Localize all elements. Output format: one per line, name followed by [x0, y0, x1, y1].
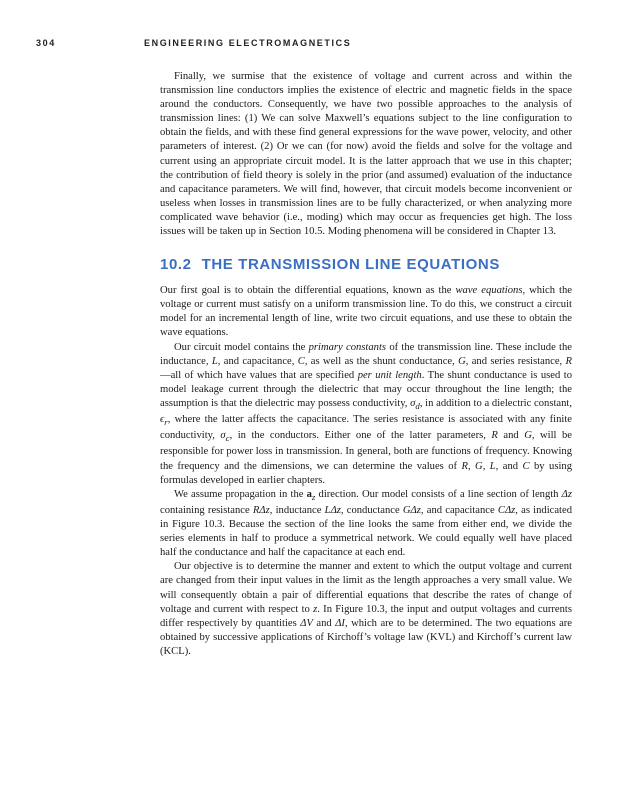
paragraph-wave-equations: Our first goal is to obtain the differential equations, known as the wave equations, which the voltage or current must satisfy on a uniform transmission line. To do this, we construct a circuit model for an incremental length of line, write two circuit equations, and use these to obtain the wave equations. [160, 285, 572, 339]
paragraph-objective: Our objective is to determine the manner and extent to which the output voltage and current are changed from their input values in the limit as the length approaches a very small value. We will consequently obtain a pair of differential equations that describe the rates of change of voltage and current with respect to z. In Figure 10.3, the input and output voltages and currents differ respectively by quantities ΔV and ΔI, which are to be determined. The two equations are obtained by successive applications of Kirchoff’s voltage law (KVL) and Kirchoff’s current law (KCL). [160, 561, 572, 657]
term-wave-equations: wave equations, [455, 285, 526, 297]
running-head [36, 38, 596, 48]
intro-paragraph: Finally, we surmise that the existence of voltage and current across and within the transmission line conductors implies the existence of electric and magnetic fields in the space around the conductors. Consequently, we have two possible approaches to the analysis of transmission lines: (1) We can solve Maxwell’s equations subject to the line configuration to obtain the fields, and with these find general expressions for the wave power, velocity, and other parameters of interest. (2) Or we can (for now) avoid the fields and solve for the voltage and current using an appropriate circuit model. It is the latter approach that we use in this chapter; the contribution of field theory is solely in the prior (and assumed) evaluation of the inductance and capacitance parameters. We will find, however, that circuit models become inconvenient or useless when losses in transmission lines are to be fully characterized, or when analyzing more complicated wave behavior (i.e., moding) which may occur as frequencies get high. The loss issues will be taken up in Section 10.5. Moding phenomena will be considered in Chapter 13. [160, 71, 572, 238]
page-body [160, 70, 572, 659]
paragraph-line-model: We assume propagation in the $a_z$ direction. Our model consists of a line section of length Δz containing resistance RΔz, inductance LΔz, conductance GΔz, and capacitance CΔz, as indicated in Figure 10.3. Because the section of the line looks the same from either end, we divide the series elements in half to produce a symmetrical network. We could equally well have placed half the conductance and half the capacitance at each end. [160, 488, 572, 559]
term-primary-constants: primary constants [308, 341, 387, 353]
section-heading [160, 256, 572, 274]
book-title: ENGINEERING ELECTROMAGNETICS [144, 38, 352, 48]
section-title: THE TRANSMISSION LINE EQUATIONS [201, 256, 500, 274]
term-per-unit-length: per unit length [357, 369, 422, 381]
page-number: 304 [36, 38, 56, 48]
section-number: 10.2 [160, 256, 192, 274]
paragraph-primary-constants: Our circuit model contains the primary constants of the transmission line. These include the inductance, L, and capacitance, C, as well as the shunt conductance, G, and series resistance, R—all of which have values that are specified per unit length. The shunt conductance is used to model leakage current through the dielectric that may occur throughout the line length; the assumption is that the dielectric may possess conductivity, $\sigma_d$, in addition to a dielectric constant, $\epsilon_r$, where the latter affects the capacitance. The series resistance is associated with any finite conductivity, $\sigma_c$, in the conductors. Either one of the latter parameters, R and G, will be responsible for power loss in transmission. In general, both are functions of frequency. Knowing the frequency and the dimensions, we can determine the values of R, G, L, and C by using formulas developed in earlier chapters. [160, 341, 573, 486]
